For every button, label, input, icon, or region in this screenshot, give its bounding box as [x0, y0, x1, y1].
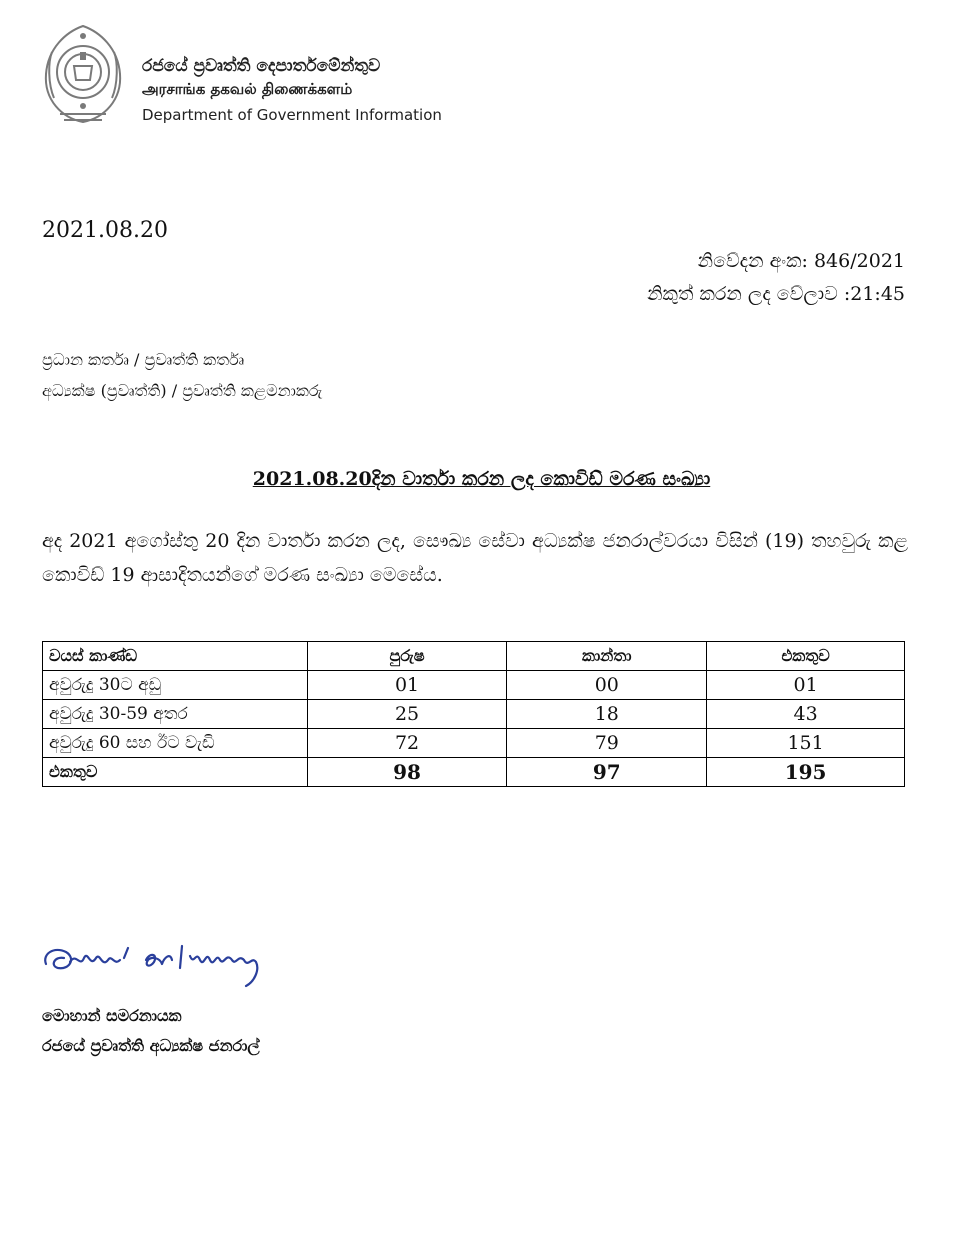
signatory-name: මොහාන් සමරනායක — [42, 1006, 182, 1025]
intro-paragraph: අද 2021 අගෝස්තු 20 දින වාර්තා කරන ලද, සෞඛ්‍ය සේවා අධ්‍යක්ෂ ජනරාල්වරයා විසින් (19) තහවුරු කළ කොවිඩ් 19 ආසාදිතයන්ගේ මරණ සංඛ්‍යා මෙසේය. — [42, 530, 908, 586]
total-cell: 01 — [707, 671, 905, 700]
release-number: නිවේදන අංක: 846/2021 — [697, 250, 905, 272]
header-female: කාන්තා — [507, 642, 707, 671]
header-tamil: அரசாங்க தகவல் திணைக்களம் — [142, 80, 353, 98]
table-row — [43, 671, 905, 700]
total-label-cell: එකතුව — [43, 758, 308, 787]
header-sinhala: රජයේ ප්‍රවෘත්ති දෙපාර්තමේන්තුව — [142, 56, 381, 76]
table-row — [43, 729, 905, 758]
age-group-cell: අවුරුදු 30-59 අතර — [43, 700, 308, 729]
female-cell: 18 — [507, 700, 707, 729]
age-group-cell: අවුරුදු 60 සහ ඊට වැඩි — [43, 729, 308, 758]
document-date: 2021.08.20 — [42, 218, 168, 243]
female-cell: 00 — [507, 671, 707, 700]
death-statistics-table — [42, 641, 905, 787]
header-english: Department of Government Information — [142, 106, 442, 124]
male-cell: 72 — [307, 729, 507, 758]
grand-total-cell: 195 — [707, 758, 905, 787]
government-emblem-icon — [40, 22, 126, 128]
addressee-line-1: ප්‍රධාන කර්තෘ / ප්‍රවෘත්ති කර්තෘ — [42, 350, 245, 369]
female-cell: 79 — [507, 729, 707, 758]
total-cell: 43 — [707, 700, 905, 729]
table-header-row — [43, 642, 905, 671]
table-row — [43, 700, 905, 729]
table-total-row — [43, 758, 905, 787]
male-cell: 25 — [307, 700, 507, 729]
male-cell: 01 — [307, 671, 507, 700]
total-cell: 151 — [707, 729, 905, 758]
age-group-cell: අවුරුදු 30ට අඩු — [43, 671, 308, 700]
document-title: 2021.08.20දින වාර්තා කරන ලද කොවිඩ් මරණ සංඛ්‍යා — [252, 468, 711, 490]
male-total-cell: 98 — [307, 758, 507, 787]
female-total-cell: 97 — [507, 758, 707, 787]
signatory-title: රජයේ ප්‍රවෘත්ති අධ්‍යක්ෂ ජනරාල් — [42, 1036, 260, 1055]
header-age-group: වයස් කාණ්ඩ — [43, 642, 308, 671]
addressee-line-2: අධ්‍යක්ෂ (ප්‍රවෘත්ති) / ප්‍රවෘත්ති කළමනාකරු — [42, 381, 323, 400]
release-time: නිකුත් කරන ලද වේලාව :21:45 — [647, 283, 905, 305]
header-male: පුරුෂ — [307, 642, 507, 671]
signature-icon — [40, 938, 288, 996]
header-total: එකතුව — [707, 642, 905, 671]
